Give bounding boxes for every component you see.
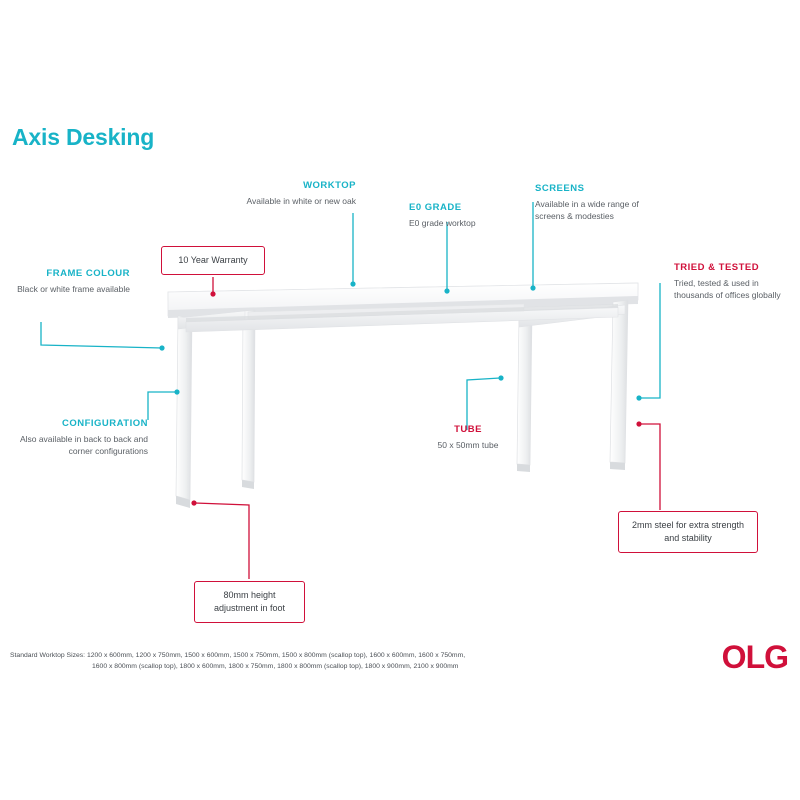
footer-line-2: 1600 x 800mm (scallop top), 1800 x 600mm, 1800 x 750mm, 1800 x 800mm (scallop top), 1800 x 900mm, 2100 x 900mm <box>92 663 459 671</box>
callout-worktop-body: Available in white or new oak <box>246 196 356 206</box>
footer-line-1: Standard Worktop Sizes: 1200 x 600mm, 1200 x 750mm, 1500 x 600mm, 1500 x 750mm, 1500 x 800mm (scallop top), 1600 x 600mm, 1600 x 750mm, <box>10 652 466 659</box>
olg-logo: OLG <box>721 639 788 675</box>
callout-e0-grade-body: E0 grade worktop <box>409 218 476 228</box>
callout-screens-body: Available in a wide range of screens & modesties <box>535 199 639 222</box>
callout-tried-tested-heading: TRIED & TESTED <box>674 262 760 273</box>
callout-tried-tested-body: Tried, tested & used in thousands of offices globally <box>674 278 781 301</box>
callout-worktop-heading: WORKTOP <box>303 180 356 191</box>
box-height-adjustment: 80mm height adjustment in foot <box>194 581 305 623</box>
callout-e0-grade-heading: E0 GRADE <box>409 202 462 213</box>
footer-worktop-sizes <box>10 650 630 672</box>
callout-frame-colour-heading: FRAME COLOUR <box>46 268 130 279</box>
callout-frame-colour-body: Black or white frame available <box>17 284 130 294</box>
callout-configuration-body: Also available in back to back and corner configurations <box>19 434 148 457</box>
callout-tube-body: 50 x 50mm tube <box>437 440 499 450</box>
callout-tube <box>398 424 538 451</box>
box-warranty: 10 Year Warranty <box>161 246 265 275</box>
box-steel: 2mm steel for extra strength and stability <box>618 511 758 553</box>
callout-configuration-heading: CONFIGURATION <box>61 418 148 429</box>
callout-screens <box>535 183 670 223</box>
callout-frame-colour <box>0 268 130 295</box>
callout-tube-heading: TUBE <box>454 424 482 435</box>
page-title: Axis Desking <box>12 124 155 150</box>
callout-configuration <box>0 418 148 458</box>
callout-worktop <box>228 180 356 207</box>
callout-e0-grade <box>409 202 529 229</box>
callout-tried-tested <box>674 262 798 302</box>
callout-screens-heading: SCREENS <box>535 183 585 194</box>
